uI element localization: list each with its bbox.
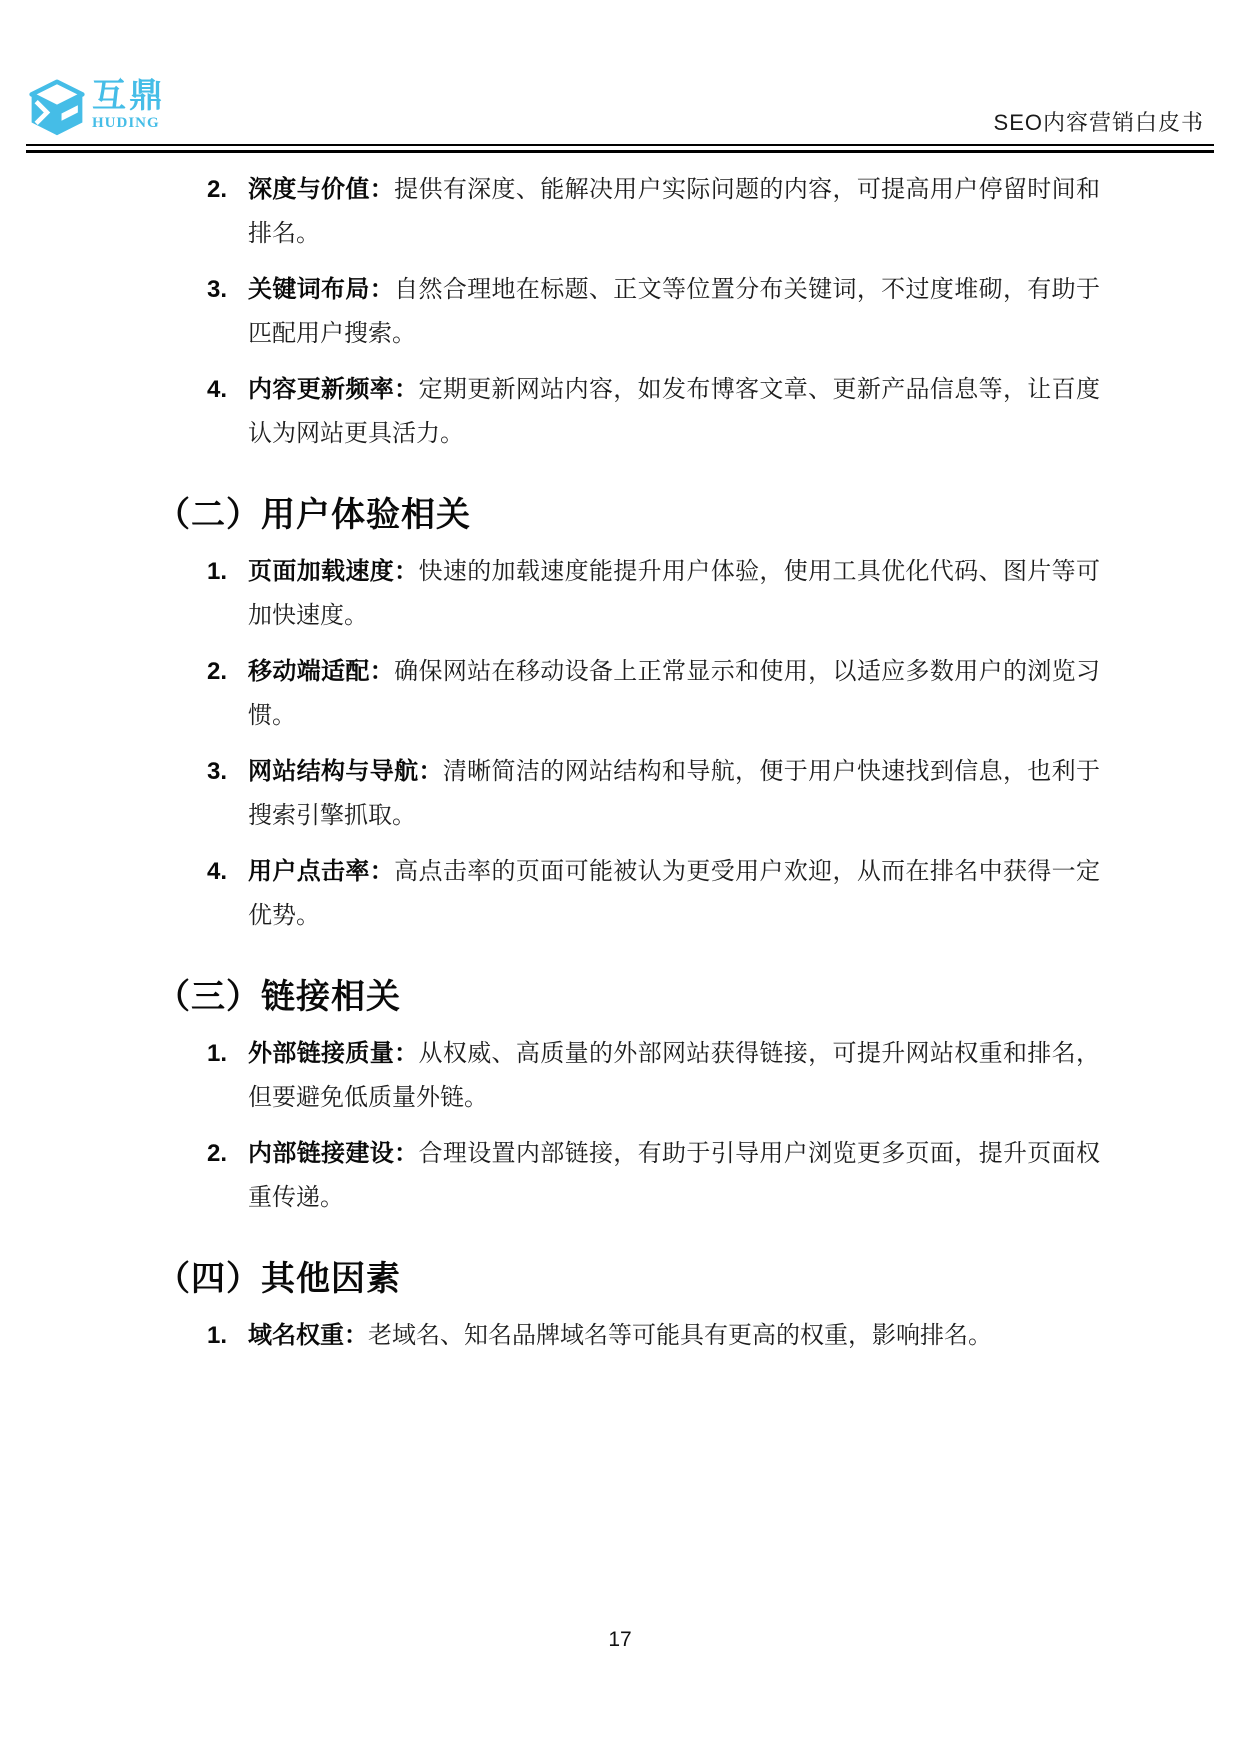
item-label: 外部链接质量： xyxy=(248,1040,419,1067)
section-heading: （四）其他因素 xyxy=(156,1260,401,1298)
item-number: 3. xyxy=(207,276,228,303)
item-desc: 从权威、高质量的外部网站获得链接，可提升网站权重和排名，但要避免低质量外链。 xyxy=(248,1040,1101,1111)
item-number: 2. xyxy=(207,176,228,203)
page-body xyxy=(156,168,1100,1370)
item-label: 内部链接建设： xyxy=(248,1140,419,1167)
list-item xyxy=(156,168,1100,256)
item-number: 4. xyxy=(207,858,228,885)
section-ranking-content xyxy=(156,168,1100,456)
list-item xyxy=(156,268,1100,356)
logo-subname: HUDING xyxy=(92,115,160,131)
item-label: 关键词布局： xyxy=(248,276,395,303)
list-item xyxy=(156,368,1100,456)
page-footer xyxy=(0,1628,1240,1652)
item-number: 1. xyxy=(207,1322,228,1349)
item-text xyxy=(248,1032,1100,1120)
item-number: 4. xyxy=(207,376,228,403)
item-desc: 老域名、知名品牌域名等可能具有更高的权重，影响排名。 xyxy=(368,1322,992,1349)
item-number: 1. xyxy=(207,1040,228,1067)
header-rule xyxy=(26,144,1214,153)
logo-cube-icon xyxy=(28,78,86,138)
item-label: 网站结构与导航： xyxy=(248,758,443,785)
item-text xyxy=(248,750,1100,838)
item-desc: 定期更新网站内容，如发布博客文章、更新产品信息等，让百度认为网站更具活力。 xyxy=(248,376,1101,447)
header-doc-title: SEO内容营销白皮书 xyxy=(993,110,1204,135)
list-item xyxy=(156,850,1100,938)
item-number: 3. xyxy=(207,758,228,785)
item-number: 2. xyxy=(207,658,228,685)
item-desc: 提供有深度、能解决用户实际问题的内容，可提高用户停留时间和排名。 xyxy=(248,176,1101,247)
item-number: 1. xyxy=(207,558,228,585)
item-desc: 合理设置内部链接，有助于引导用户浏览更多页面，提升页面权重传递。 xyxy=(248,1140,1101,1211)
list-item xyxy=(156,750,1100,838)
item-text xyxy=(248,268,1100,356)
item-text xyxy=(248,368,1100,456)
section-user-experience xyxy=(156,492,1100,938)
section-links xyxy=(156,974,1100,1220)
item-text xyxy=(248,550,1100,638)
item-desc: 自然合理地在标题、正文等位置分布关键词，不过度堆砌，有助于匹配用户搜索。 xyxy=(248,276,1101,347)
item-text xyxy=(248,850,1100,938)
logo-name: 互鼎 xyxy=(92,77,166,115)
page-number: 17 xyxy=(608,1628,632,1651)
item-desc: 快速的加载速度能提升用户体验，使用工具优化代码、图片等可加快速度。 xyxy=(248,558,1101,629)
list-item xyxy=(156,1032,1100,1120)
section-other-factors xyxy=(156,1256,1100,1358)
item-label: 用户点击率： xyxy=(248,858,395,885)
item-label: 域名权重： xyxy=(248,1322,368,1349)
section-heading: （三）链接相关 xyxy=(156,978,401,1016)
item-text xyxy=(248,650,1100,738)
list-item xyxy=(156,1314,1100,1358)
list-item xyxy=(156,650,1100,738)
item-label: 内容更新频率： xyxy=(248,376,419,403)
item-number: 2. xyxy=(207,1140,228,1167)
item-label: 移动端适配： xyxy=(248,658,395,685)
item-desc: 确保网站在移动设备上正常显示和使用，以适应多数用户的浏览习惯。 xyxy=(248,658,1101,729)
item-desc: 高点击率的页面可能被认为更受用户欢迎，从而在排名中获得一定优势。 xyxy=(248,858,1101,929)
logo-text xyxy=(92,78,166,131)
item-desc: 清晰简洁的网站结构和导航，便于用户快速找到信息，也利于搜索引擎抓取。 xyxy=(248,758,1101,829)
section-heading: （二）用户体验相关 xyxy=(156,496,471,534)
list-item xyxy=(156,1132,1100,1220)
item-text xyxy=(248,1132,1100,1220)
logo xyxy=(28,78,166,138)
list-item xyxy=(156,550,1100,638)
item-text xyxy=(248,1314,1100,1358)
item-label: 深度与价值： xyxy=(248,176,395,203)
item-label: 页面加载速度： xyxy=(248,558,419,585)
item-text xyxy=(248,168,1100,256)
